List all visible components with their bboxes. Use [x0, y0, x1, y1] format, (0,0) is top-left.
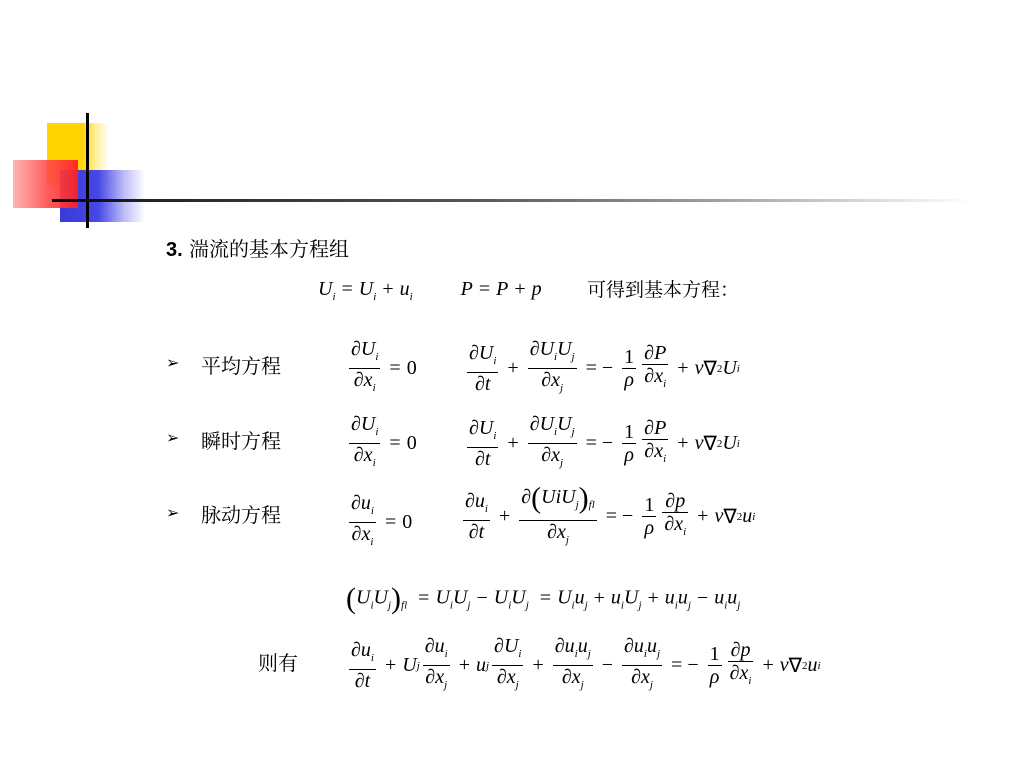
section-label-mean: 平均方程 [201, 354, 281, 378]
fluctuation-continuity-equation: $\frac{\partial u_i}{\partial x_i}$ = 0 [351, 492, 413, 548]
section-heading [166, 233, 349, 262]
bullet-arrow-icon: ➢ [166, 428, 180, 447]
intro-label: 可得到基本方程： [587, 279, 740, 301]
fluctuation-momentum-equation: $\frac{\partial u_i}{\partial t}$ + $\frac{\partial(UiU_j)_{fl}}{\partial x_j}$ = − $\frac{1}{\rho}$ $\frac{\partial p}{\partial x_i}$ + ν ∇ 2 u i [465, 481, 756, 546]
section-title: 湍流的基本方程组 [189, 237, 350, 261]
decorative-vertical-line [86, 113, 89, 228]
instantaneous-continuity-equation: $\frac{\partial U_i}{\partial x_i}$ = 0 [351, 413, 417, 469]
section-label-fluctuation: 脉动方程 [201, 503, 281, 527]
decomposition-formula: $U_i = U_i + u_i$ P = P + p [318, 278, 542, 303]
mean-momentum-equation: $\frac{\partial U_i}{\partial t}$ + $\frac{\partial U_iU_j}{\partial x_j}$ = − $\frac{1}{\rho}$ $\frac{\partial P}{\partial x_i}$ + ν ∇ 2 U i [469, 338, 740, 395]
fluctuation-transport-equation: $\frac{\partial u_i}{\partial t}$ + U j $\frac{\partial u_i}{\partial x_j}$ + u j $\frac{\partial U_i}{\partial x_j}$ + $\frac{\partial u_iu_j}{\partial x_j}$ − $\frac{\partial u_iu_j}{\partial x_j}$ = − $\frac{1}{\rho}$ $\frac{\partial p}{\partial x_i}$ + ν ∇ 2 u i [351, 635, 821, 692]
section-number: 3. [166, 239, 183, 261]
bullet-arrow-icon: ➢ [166, 353, 180, 372]
bullet-arrow-icon: ➢ [166, 503, 180, 522]
mean-continuity-equation: $\frac{\partial U_i}{\partial x_i}$ = 0 [351, 338, 417, 394]
conclusion-label: 则有 [258, 651, 298, 675]
section-label-instantaneous: 瞬时方程 [201, 429, 281, 453]
title-divider-line [52, 199, 972, 202]
product-expansion-formula: $(U_iU_j)_{fl} = U_iU_j - U_iU_j = U_iu_j + u_iU_j + u_iu_j - u_iu_j$ [346, 582, 741, 615]
instantaneous-momentum-equation: $\frac{\partial U_i}{\partial t}$ + $\frac{\partial U_iU_j}{\partial x_j}$ = − $\frac{1}{\rho}$ $\frac{\partial P}{\partial x_i}$ + ν ∇ 2 U i [469, 413, 740, 470]
